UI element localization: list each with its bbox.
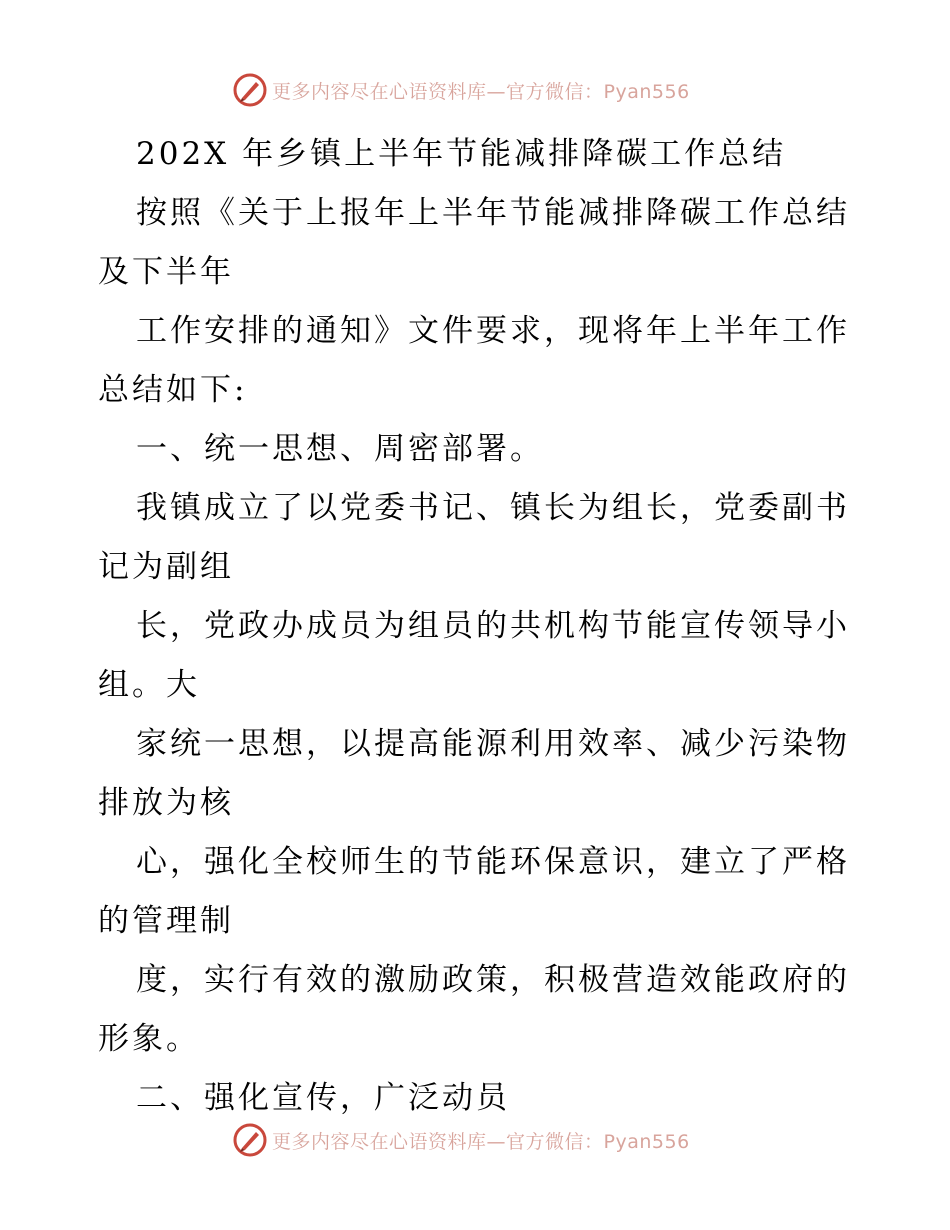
text-line: 的管理制 (98, 903, 234, 939)
text-line: 按照《关于上报年上半年节能减排降碳工作总结 (136, 195, 850, 231)
text-line: 总结如下: (98, 372, 248, 408)
header-banner (232, 72, 690, 108)
text-line: 我镇成立了以党委书记、镇长为组长，党委副书 (136, 490, 850, 526)
document-title: 202X 年乡镇上半年节能减排降碳工作总结 (136, 136, 787, 172)
text-line: 家统一思想，以提高能源利用效率、减少污染物 (136, 726, 850, 762)
text-line: 一、统一思想、周密部署。 (136, 431, 544, 467)
footer-banner (232, 1122, 690, 1158)
document-body (98, 125, 858, 1128)
text-line: 形象。 (98, 1021, 200, 1057)
pen-logo-icon (232, 1122, 268, 1158)
text-line: 二、强化宣传，广泛动员 (136, 1080, 510, 1116)
text-line: 组。大 (98, 667, 200, 703)
pen-logo-icon (232, 72, 268, 108)
banner-text: 更多内容尽在心语资料库—官方微信：Pyan556 (272, 1130, 690, 1153)
text-line: 心，强化全校师生的节能环保意识，建立了严格 (136, 844, 850, 880)
banner-text: 更多内容尽在心语资料库—官方微信：Pyan556 (272, 80, 690, 103)
text-line: 工作安排的通知》文件要求，现将年上半年工作 (136, 313, 850, 349)
text-line: 及下半年 (98, 254, 234, 290)
text-line: 记为副组 (98, 549, 234, 585)
text-line: 排放为核 (98, 785, 234, 821)
text-line: 长，党政办成员为组员的共机构节能宣传领导小 (136, 608, 850, 644)
text-line: 度，实行有效的激励政策，积极营造效能政府的 (136, 962, 850, 998)
